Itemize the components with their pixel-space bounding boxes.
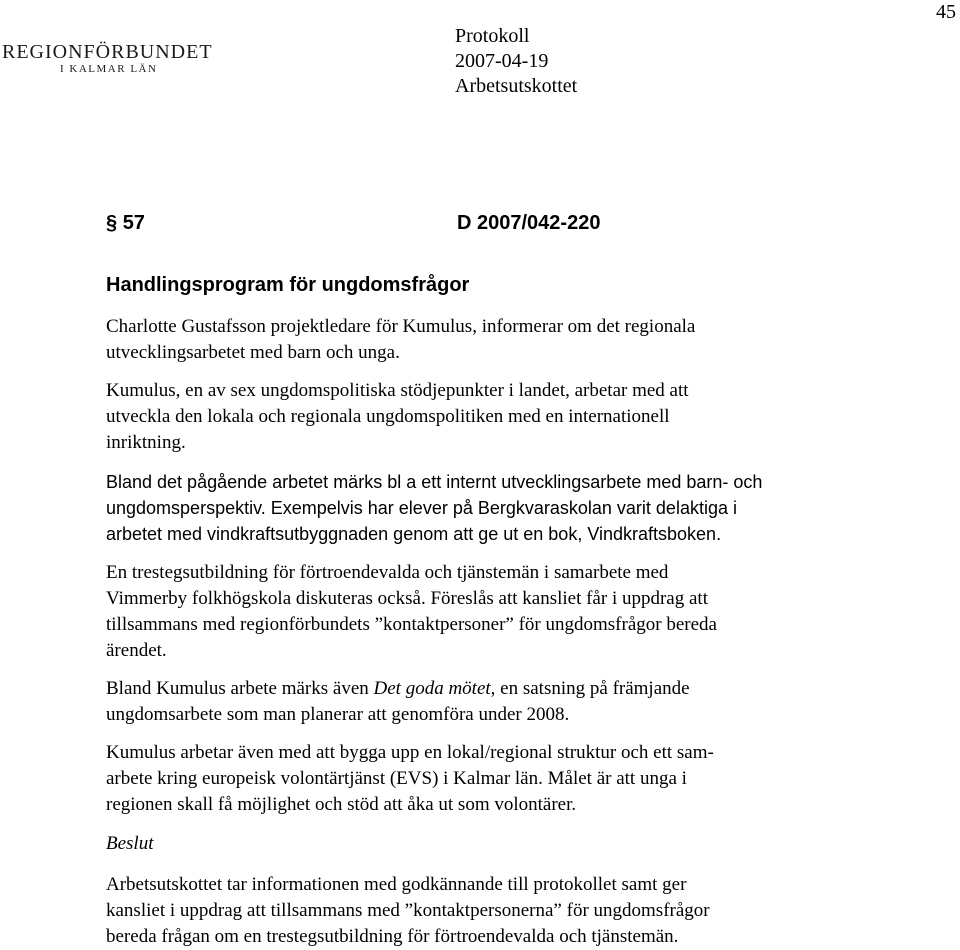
paragraph-line: Arbetsutskottet tar informationen med godkännande till protokollet samt ger — [106, 874, 687, 895]
initiative-name: Det goda mötet — [373, 678, 491, 699]
paragraph-line: arbete kring europeisk volontärtjänst (EVS) i Kalmar län. Målet är att unga i — [106, 768, 687, 789]
page-number: 45 — [936, 1, 956, 23]
paragraph-line: ungdomsarbete som man planerar att genomföra under 2008. — [106, 704, 570, 725]
section-number-value: 57 — [122, 212, 145, 234]
section-number — [106, 210, 145, 236]
document-header — [455, 24, 577, 99]
paragraph-line: regionen skall få möjlighet och stöd att åka ut som volontärer. — [106, 794, 577, 815]
paragraph-text: Bland Kumulus arbete märks även — [106, 678, 374, 699]
agenda-item-title: Handlingsprogram för ungdomsfrågor — [106, 274, 470, 296]
decision-paragraph — [106, 872, 826, 950]
decision-heading: Beslut — [106, 833, 154, 854]
section-symbol: § — [106, 212, 118, 234]
paragraph-1 — [106, 314, 826, 366]
paragraph-5 — [106, 676, 826, 728]
paragraph-line: Vimmerby folkhögskola diskuteras också. Föreslås att kansliet får i uppdrag att — [106, 588, 708, 609]
paragraph-line: ärendet. — [106, 640, 167, 661]
paragraph-line: Kumulus arbetar även med att bygga upp en lokal/regional struktur och ett sam- — [106, 742, 714, 763]
paragraph-2 — [106, 378, 826, 456]
paragraph-line: tillsammans med regionförbundets ”kontaktpersoner” för ungdomsfrågor bereda — [106, 614, 717, 635]
paragraph-line — [106, 676, 826, 702]
case-number: D 2007/042-220 — [457, 212, 601, 234]
logo-mark — [2, 40, 222, 80]
meeting-body: Arbetsutskottet — [455, 75, 578, 97]
paragraph-line: Bland det pågående arbetet märks bl a ett internt utvecklingsarbete med barn- och — [106, 472, 763, 492]
paragraph-text: , en satsning på främjande — [490, 678, 690, 699]
paragraph-line: bereda frågan om en trestegsutbildning för förtroendevalda och tjänstemän. — [106, 926, 679, 947]
logo-line2: I KALMAR LÄN — [60, 63, 158, 75]
paragraph-4 — [106, 560, 826, 664]
regionforbundet-logo — [2, 40, 222, 80]
paragraph-6 — [106, 740, 826, 818]
paragraph-line: utveckla den lokala och regionala ungdomspolitiken med en internationell — [106, 406, 670, 427]
paragraph-line: kansliet i uppdrag att tillsammans med ”kontaktpersonerna” för ungdomsfrågor — [106, 900, 710, 921]
paragraph-line: arbetet med vindkraftsutbyggnaden genom att ge ut en bok, Vindkraftsboken. — [106, 524, 722, 544]
meeting-date: 2007-04-19 — [455, 50, 549, 72]
logo-line1: REGIONFÖRBUNDET — [2, 41, 213, 63]
paragraph-line: utvecklingsarbetet med barn och unga. — [106, 342, 400, 363]
paragraph-line: ungdomsperspektiv. Exempelvis har elever på Bergkvaraskolan varit delaktiga i — [106, 498, 737, 518]
paragraph-line: inriktning. — [106, 432, 186, 453]
paragraph-line: Charlotte Gustafsson projektledare för Kumulus, informerar om det regionala — [106, 316, 696, 337]
paragraph-line: En trestegsutbildning för förtroendevalda och tjänstemän i samarbete med — [106, 562, 669, 583]
paragraph-line: Kumulus, en av sex ungdomspolitiska stödjepunkter i landet, arbetar med att — [106, 380, 689, 401]
paragraph-3 — [106, 469, 826, 547]
document-type: Protokoll — [455, 25, 530, 47]
